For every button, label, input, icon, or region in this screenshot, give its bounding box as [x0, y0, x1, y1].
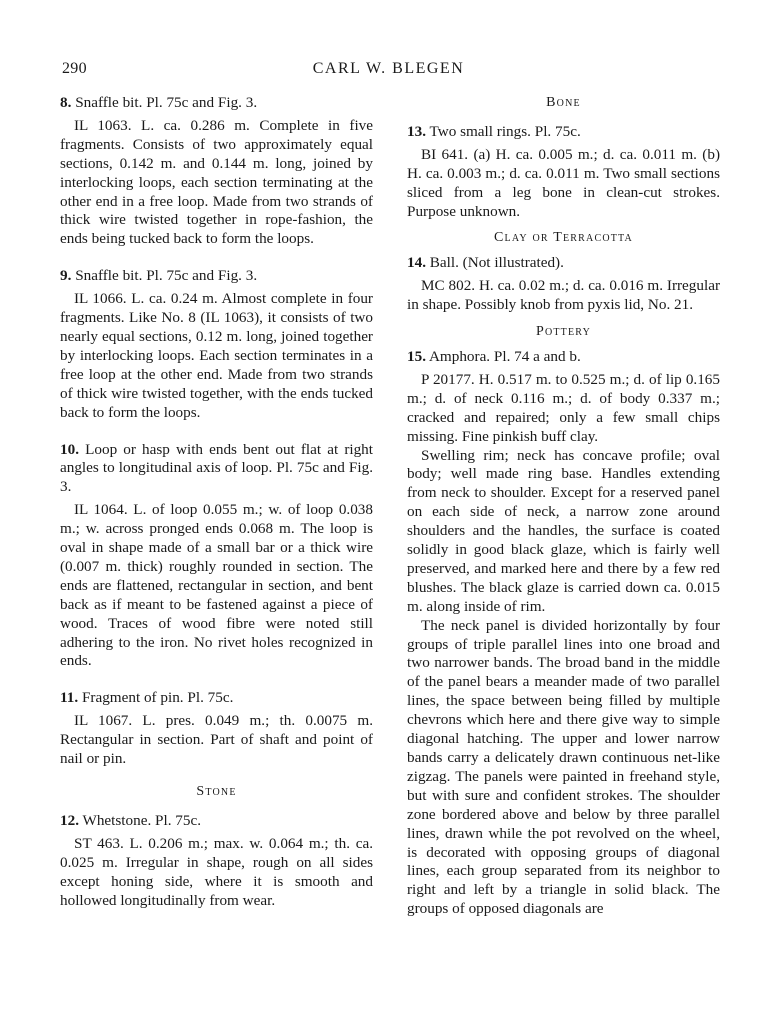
- catalog-entry-13: [407, 123, 720, 222]
- entry-number: 13.: [407, 122, 426, 140]
- entry-description: MC 802. H. ca. 0.02 m.; d. ca. 0.016 m. Irregular in shape. Possibly knob from pyxis lid, No. 21.: [407, 277, 720, 314]
- entry-description: P 20177. H. 0.517 m. to 0.525 m.; d. of lip 0.165 m.; d. of neck 0.116 m.; d. of body 0.337 m.; cracked and repaired; only a few small chips missing. Fine pinkish buff clay.: [407, 370, 720, 445]
- entry-number: 10.: [60, 440, 79, 458]
- catalog-entry-14: [407, 254, 720, 315]
- entry-number: 11.: [60, 689, 79, 707]
- entry-heading: [60, 267, 373, 286]
- entry-heading: [60, 441, 373, 498]
- entry-heading: [407, 348, 720, 367]
- entry-title: Loop or hasp with ends bent out flat at right angles to longitudinal axis of loop. Pl. 75c and Fig. 3.: [60, 440, 373, 496]
- entry-title: Snaffle bit. Pl. 75c and Fig. 3.: [71, 94, 258, 111]
- entry-number: 14.: [407, 254, 426, 272]
- entry-heading: [60, 689, 373, 708]
- catalog-entry-10: [60, 441, 373, 672]
- entry-title: Fragment of pin. Pl. 75c.: [78, 689, 234, 707]
- catalog-entry-15: [407, 348, 720, 919]
- entry-number: 8.: [60, 94, 72, 111]
- entry-heading: [407, 123, 720, 142]
- entry-title: Two small rings. Pl. 75c.: [425, 122, 581, 140]
- entry-title: Ball. (Not illustrated).: [425, 254, 564, 272]
- entry-heading: [60, 812, 373, 831]
- entry-heading: [407, 254, 720, 273]
- left-column: [60, 94, 373, 928]
- entry-description: IL 1063. L. ca. 0.286 m. Complete in five fragments. Consists of two approximately equal sections, 0.142 m. and 0.144 m. long, joined by interlocking loops, each section terminating at the other end in a free loop. Made from two strands of thick wire twisted together in rope-fashion, the ends being tucked back to form the loops.: [60, 116, 373, 248]
- entry-number: 15.: [407, 347, 426, 365]
- entry-description: BI 641. (a) H. ca. 0.005 m.; d. ca. 0.011 m. (b) H. ca. 0.003 m.; d. ca. 0.011 m. Two small sections sliced from a leg bone in clean-cut strokes. Purpose unknown.: [407, 145, 720, 220]
- page-header: [0, 60, 777, 84]
- running-head: CARL W. BLEGEN: [312, 60, 465, 77]
- page-number: 290: [62, 60, 87, 77]
- entry-description: IL 1067. L. pres. 0.049 m.; th. 0.0075 m. Rectangular in section. Part of shaft and point of nail or pin.: [60, 712, 373, 768]
- section-heading-bone: Bone: [546, 95, 581, 110]
- entry-description: IL 1066. L. ca. 0.24 m. Almost complete in four fragments. Like No. 8 (IL 1063), it consists of two nearly equal sections, 0.12 m. long, joined together by interlocking loops. Each section terminates in a free loop at the other end. Made from two strands of thick wire twisted together, with the ends tucked back to form the loops.: [60, 290, 373, 421]
- entry-title: Snaffle bit. Pl. 75c and Fig. 3.: [71, 267, 258, 285]
- section-heading-clay: Clay or Terracotta: [494, 230, 633, 246]
- right-column: [407, 94, 720, 937]
- entry-description-shape: Swelling rim; neck has concave profile; oval body; well made ring base. Handles extending from neck to shoulder. Except for a reserved panel on each side of neck, a narrow zone around shoulders and the handles, the surface is coated solidly in good black glaze, which is fairly well preserved, and marked here and there by a few red blushes. The black glaze is carried down ca. 0.015 m. along inside of rim.: [407, 446, 720, 615]
- entry-number: 9.: [60, 267, 72, 285]
- section-heading-stone: Stone: [196, 784, 237, 799]
- entry-number: 12.: [60, 811, 79, 829]
- catalog-entry-11: [60, 689, 373, 769]
- entry-title: Amphora. Pl. 74 a and b.: [425, 347, 581, 365]
- catalog-entry-9: [60, 267, 373, 422]
- entry-description: IL 1064. L. of loop 0.055 m.; w. of loop 0.038 m.; w. across pronged ends 0.068 m. The loop is oval in shape made of a small bar or a thick wire (0.007 m. thick) roughly rounded in section. The ends are flattened, rectangular in section, and bent back as if meant to be fastened against a piece of wood. Traces of wood fibre were noted still adhering to the iron. No rivet holes recognized in ends.: [60, 501, 373, 670]
- catalog-entry-12: [60, 812, 373, 911]
- entry-title: Whetstone. Pl. 75c.: [78, 811, 202, 829]
- entry-description: ST 463. L. 0.206 m.; max. w. 0.064 m.; th. ca. 0.025 m. Irregular in shape, rough on all sides except honing side, where it is smooth and hollowed longitudinally from wear.: [60, 834, 373, 909]
- section-heading-pottery: Pottery: [535, 324, 592, 340]
- entry-heading: [60, 94, 373, 113]
- catalog-entry-8: [60, 94, 373, 249]
- entry-description-decoration: The neck panel is divided horizontally by four groups of triple parallel lines into one broad and two narrower bands. The broad band in the middle of the panel bears a meander made of two parallel lines, the space between being filled by multiple chevrons which here and there give way to simple diagonal hatching. The upper and lower narrow bands carry a delicately drawn continuous net-like zigzag. The panels were painted in freehand style, but with sure and confident strokes. The shoulder zone bordered above and below by three parallel lines, drawn while the pot revolved on the wheel, is decorated with opposing groups of diagonal lines, each group separated from its neighbor to right and left by a triangle in solid black. The groups of opposed diagonals are: [407, 616, 720, 918]
